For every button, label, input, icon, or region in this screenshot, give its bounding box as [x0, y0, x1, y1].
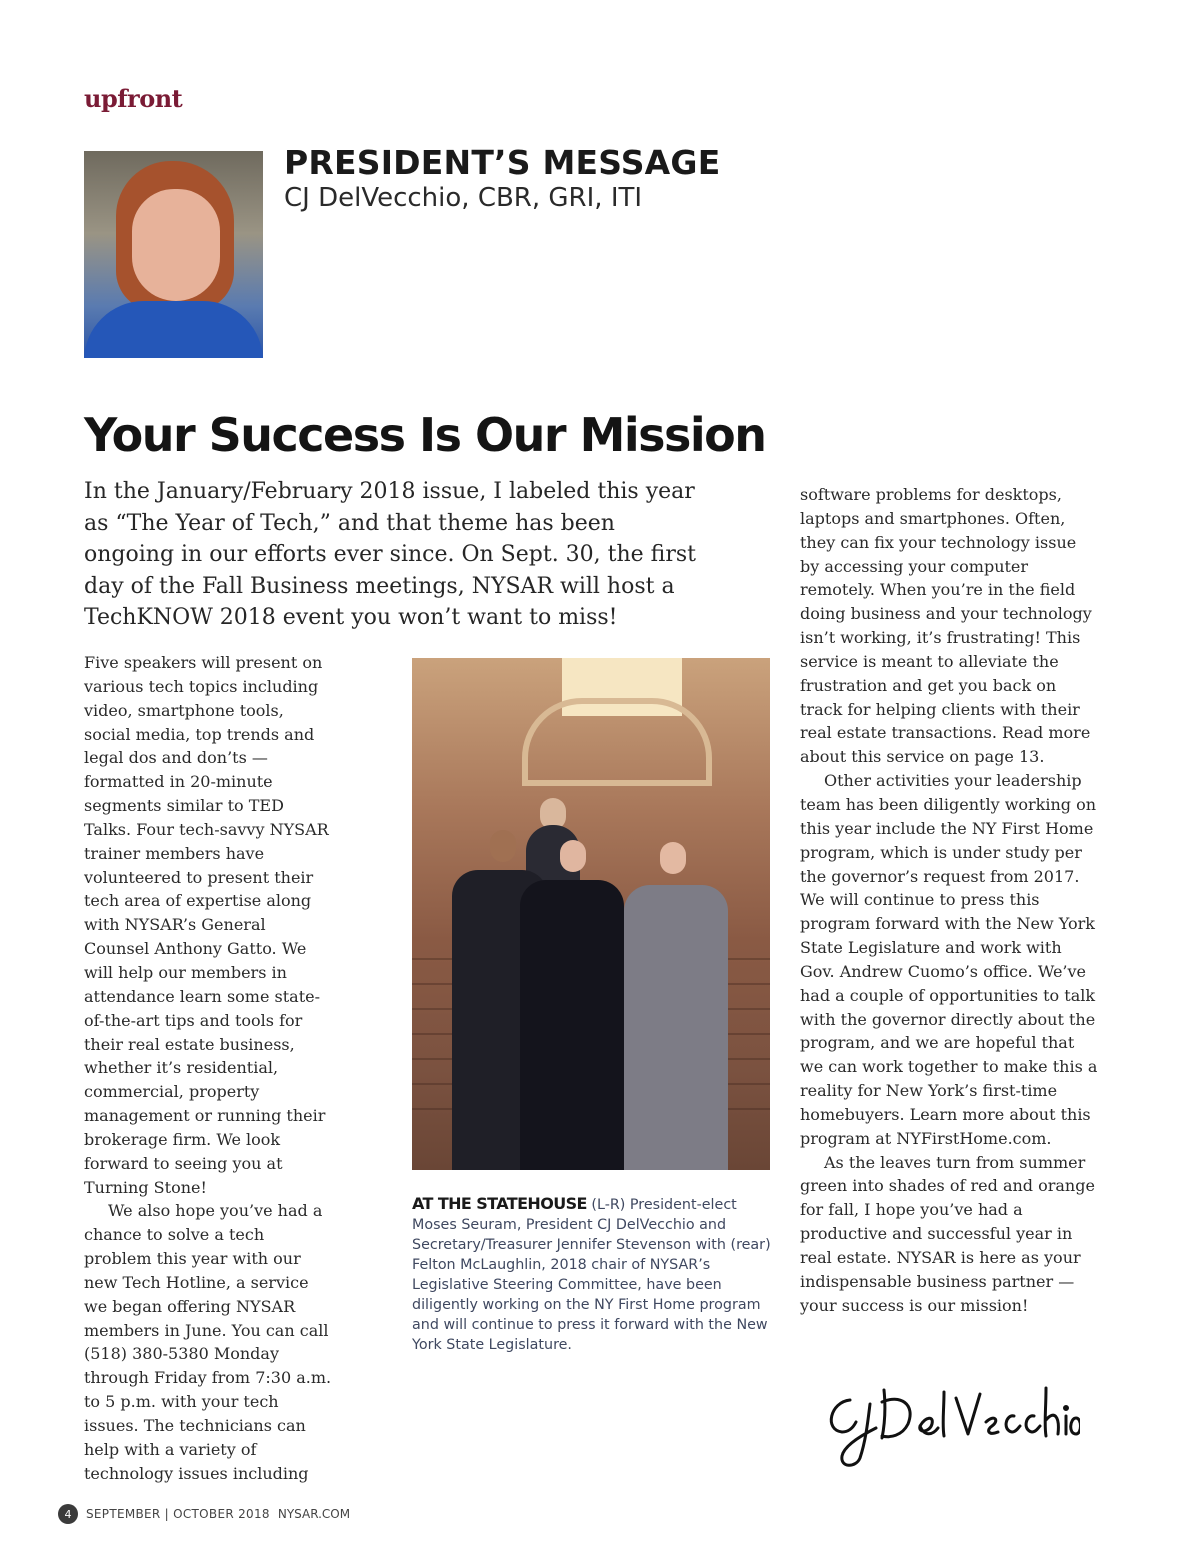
portrait-face — [132, 189, 220, 301]
site-name: NYSAR.COM — [277, 1507, 351, 1521]
photo-arch — [522, 698, 712, 786]
photo-caption — [412, 1194, 772, 1355]
article-intro: In the January/February 2018 issue, I labeled this year as “The Year of Tech,” and that theme has been ongoing in our efforts ever since. On Sept. 30, the first day of the Fall Business meetings, NYSAR will host a TechKNOW 2018 event you won’t want to miss! — [84, 479, 697, 631]
body-paragraph: Other activities your leadership team has been diligently working on this year include the NY First Home program, which is under study per the governor’s request from 2017. We will continue to press this program forward with the New York State Legislature and work with Gov. Andrew Cuomo’s office. We’ve had a couple of opportunities to talk with the governor directly about the program, and we are hopeful that we can work together to make this a reality for New York’s first-time homebuyers. Learn more about this program at NYFirstHome.com. — [800, 771, 1098, 1148]
body-paragraph: Five speakers will present on various tech topics including video, smartphone tools, social media, top trends and legal dos and don’ts — formatted in 20-minute segments similar to TED Talks. Four tech-savvy NYSAR trainer members have volunteered to present their tech area of expertise along with NYSAR’s General Counsel Anthony Gatto. We will help our members in attendance learn some state-of-the-art tips and tools for their real estate business, whether it’s residential, commercial, property management or running their brokerage firm. We look forward to seeing you at Turning Stone! — [84, 653, 329, 1197]
author-portrait — [84, 151, 263, 358]
body-paragraph: software problems for desktops, laptops and smartphones. Often, they can fix your technology issue by accessing your computer remotely. When you’re in the field doing business and your technology isn’t working, it’s frustrating! This service is meant to alleviate the frustration and get you back on track for helping clients with their real estate transactions. Read more about this service on page 13. — [800, 485, 1092, 767]
portrait-jacket — [84, 301, 263, 358]
page-number: 4 — [58, 1504, 78, 1524]
photo-person — [520, 880, 624, 1170]
handwritten-signature — [820, 1380, 1080, 1475]
section-label: upfront — [84, 84, 183, 113]
page-footer — [58, 1503, 350, 1525]
statehouse-photo — [412, 658, 770, 1170]
photo-person — [624, 885, 728, 1170]
body-column-right — [800, 483, 1100, 1318]
caption-text: (L-R) President-elect Moses Seuram, President CJ DelVecchio and Secretary/Treasurer Jennifer Stevenson with (rear) Felton McLaughlin, 2018 chair of NYSAR’s Legislative Steering Committee, have been diligently working on the NY First Home program and will continue to press it forward with the New York State Legislature. — [412, 1197, 771, 1353]
body-paragraph: We also hope you’ve had a chance to solve a tech problem this year with our new Tech Hotline, a service we began offering NYSAR members in June. You can call (518) 380-5380 Monday through Friday from 7:30 a.m. to 5 p.m. with your tech issues. The technicians can help with a variety of technology issues including — [84, 1201, 332, 1483]
issue-date: SEPTEMBER | OCTOBER 2018 — [86, 1507, 270, 1521]
column-title: PRESIDENT’S MESSAGE — [284, 143, 721, 182]
article-headline: Your Success Is Our Mission — [84, 408, 766, 462]
body-paragraph: As the leaves turn from summer green into shades of red and orange for fall, I hope you’ve had a productive and successful year in real estate. NYSAR is here as your indispensable business partner — your success is our mission! — [800, 1152, 1095, 1315]
caption-lead: AT THE STATEHOUSE — [412, 1194, 587, 1213]
author-byline: CJ DelVecchio, CBR, GRI, ITI — [284, 183, 643, 213]
body-column-left — [84, 651, 334, 1486]
